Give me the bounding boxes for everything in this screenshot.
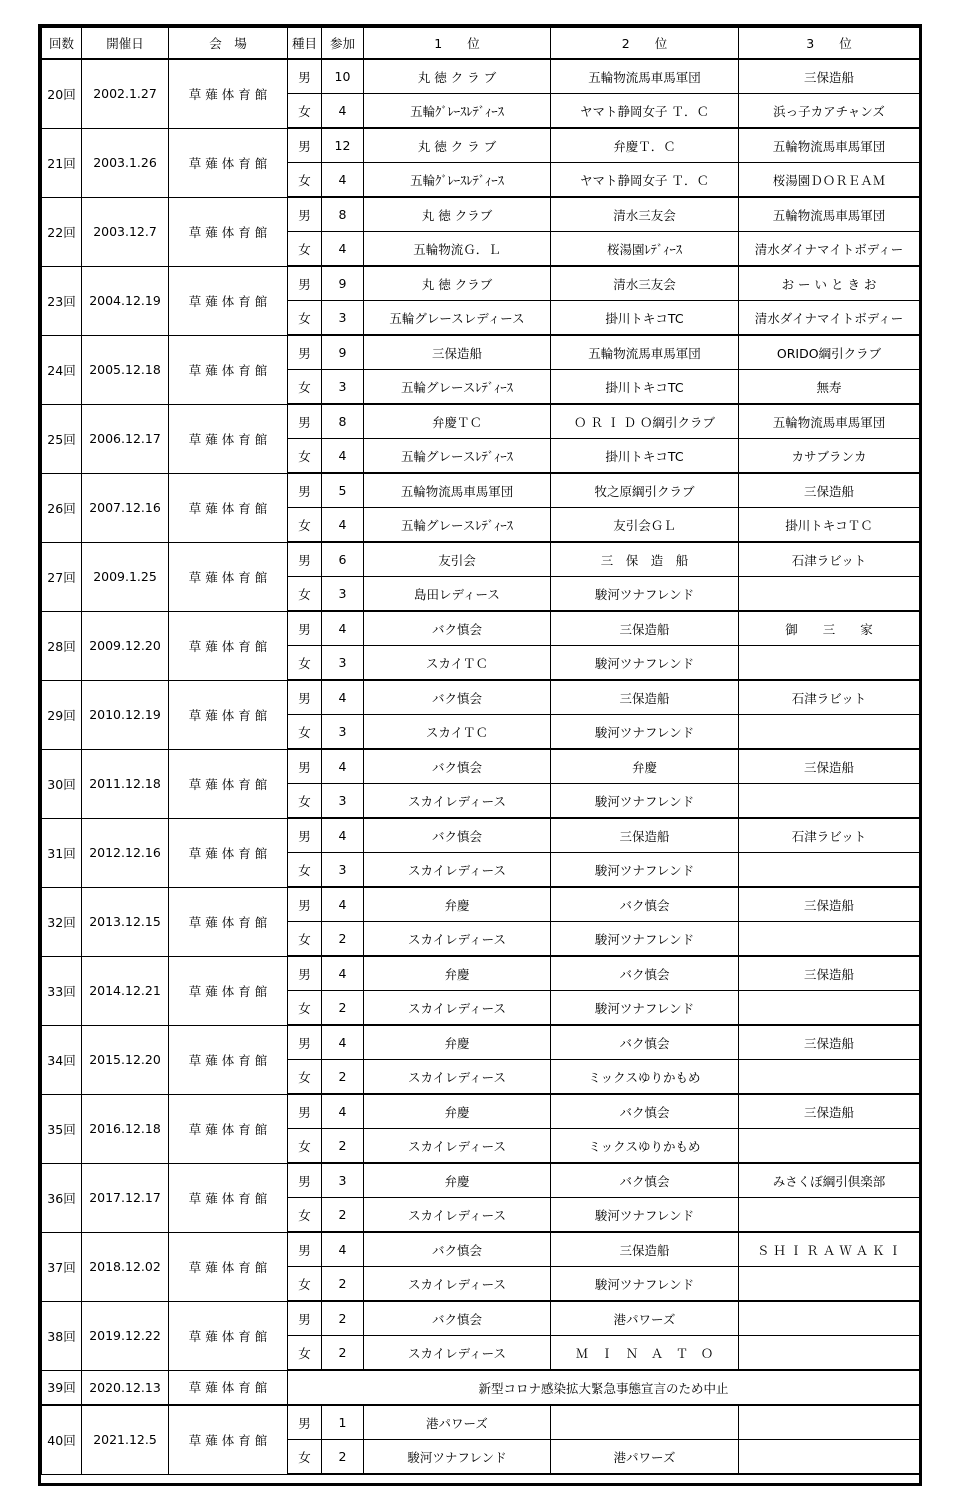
venue: 草 薙 体 育 館: [169, 1232, 288, 1301]
event-date: 2011.12.18: [82, 749, 169, 818]
second-place: 掛川トキコTC: [551, 439, 739, 474]
second-place: バク慎会: [551, 1094, 739, 1129]
participants: 4: [322, 94, 364, 129]
third-place: [739, 1336, 920, 1371]
event-date: 2009.12.20: [82, 611, 169, 680]
second-place: 駿河ツナフレンド: [551, 784, 739, 819]
round-number: 30回: [42, 749, 82, 818]
second-place: 友引会ＧＬ: [551, 508, 739, 543]
participants: 12: [322, 128, 364, 163]
venue: 草 薙 体 育 館: [169, 197, 288, 266]
category: 女: [288, 1198, 322, 1233]
event-date: 2015.12.20: [82, 1025, 169, 1094]
third-place: [739, 715, 920, 750]
participants: 2: [322, 1129, 364, 1164]
participants: 4: [322, 887, 364, 922]
header-row: [42, 28, 920, 60]
third-place: ORIDO綱引クラブ: [739, 335, 920, 370]
first-place: スカイＴＣ: [364, 715, 551, 750]
second-place: Ｏ Ｒ Ｉ Ｄ Ｏ綱引クラブ: [551, 404, 739, 439]
third-place: [739, 1267, 920, 1302]
participants: 4: [322, 1232, 364, 1267]
table-row: [42, 887, 920, 922]
event-date: 2004.12.19: [82, 266, 169, 335]
round-number: 23回: [42, 266, 82, 335]
event-date: 2006.12.17: [82, 404, 169, 473]
third-place: カサブランカ: [739, 439, 920, 474]
category: 女: [288, 94, 322, 129]
category: 女: [288, 1060, 322, 1095]
table-row: [42, 1232, 920, 1267]
participants: 4: [322, 232, 364, 267]
event-date: 2005.12.18: [82, 335, 169, 404]
participants: 4: [322, 1025, 364, 1060]
category: 女: [288, 1129, 322, 1164]
third-place: [739, 1060, 920, 1095]
third-place: [739, 1440, 920, 1475]
third-place: 五輪物流馬車馬軍団: [739, 404, 920, 439]
venue: 草 薙 体 育 館: [169, 1163, 288, 1232]
table-row: [42, 128, 920, 163]
third-place: [739, 991, 920, 1026]
participants: 9: [322, 335, 364, 370]
table-row: [42, 59, 920, 94]
category: 女: [288, 646, 322, 681]
first-place: 友引会: [364, 542, 551, 577]
second-place: 駿河ツナフレンド: [551, 646, 739, 681]
second-place: 三保造船: [551, 1232, 739, 1267]
table-row: [42, 1025, 920, 1060]
round-number: 38回: [42, 1301, 82, 1370]
first-place: 五輪ｸﾞﾚｰｽﾚﾃﾞｨｰｽ: [364, 94, 551, 129]
venue: 草 薙 体 育 館: [169, 404, 288, 473]
third-place: みさくぼ綱引倶楽部: [739, 1163, 920, 1198]
third-place: お ー い と き お: [739, 266, 920, 301]
category: 男: [288, 1301, 322, 1336]
event-date: 2013.12.15: [82, 887, 169, 956]
venue: 草 薙 体 育 館: [169, 59, 288, 128]
event-date: 2018.12.02: [82, 1232, 169, 1301]
third-place: 五輪物流馬車馬軍団: [739, 197, 920, 232]
venue: 草 薙 体 育 館: [169, 1301, 288, 1370]
header-date: 開催日: [82, 28, 169, 60]
participants: 3: [322, 715, 364, 750]
event-date: 2009.1.25: [82, 542, 169, 611]
table-row: [42, 404, 920, 439]
participants: 6: [322, 542, 364, 577]
first-place: 五輪物流馬車馬軍団: [364, 473, 551, 508]
first-place: スカイレディース: [364, 1060, 551, 1095]
venue: 草 薙 体 育 館: [169, 542, 288, 611]
third-place: 清水ダイナマイトボディー: [739, 232, 920, 267]
event-date: 2016.12.18: [82, 1094, 169, 1163]
first-place: スカイレディース: [364, 853, 551, 888]
second-place: 駿河ツナフレンド: [551, 1267, 739, 1302]
venue: 草 薙 体 育 館: [169, 749, 288, 818]
second-place: バク慎会: [551, 1025, 739, 1060]
participants: 3: [322, 577, 364, 612]
participants: 3: [322, 784, 364, 819]
participants: 2: [322, 1267, 364, 1302]
round-number: 35回: [42, 1094, 82, 1163]
third-place: [739, 1405, 920, 1440]
first-place: 駿河ツナフレンド: [364, 1440, 551, 1475]
second-place: 掛川トキコTC: [551, 301, 739, 336]
round-number: 26回: [42, 473, 82, 542]
third-place: 三保造船: [739, 887, 920, 922]
category: 女: [288, 715, 322, 750]
header-first-place: 1 位: [364, 28, 551, 60]
header-third-place: 3 位: [739, 28, 920, 60]
third-place: [739, 577, 920, 612]
second-place: 駿河ツナフレンド: [551, 922, 739, 957]
third-place: Ｓ Ｈ Ｉ Ｒ Ａ Ｗ Ａ Ｋ Ｉ: [739, 1232, 920, 1267]
first-place: 丸 徳 ク ラ ブ: [364, 128, 551, 163]
table-row: [42, 1301, 920, 1336]
first-place: 港パワーズ: [364, 1405, 551, 1440]
third-place: [739, 646, 920, 681]
category: 男: [288, 1163, 322, 1198]
table-row: [42, 680, 920, 715]
first-place: スカイＴＣ: [364, 646, 551, 681]
second-place: 三保造船: [551, 611, 739, 646]
event-date: 2014.12.21: [82, 956, 169, 1025]
participants: 2: [322, 1440, 364, 1475]
round-number: 34回: [42, 1025, 82, 1094]
venue: 草 薙 体 育 館: [169, 956, 288, 1025]
second-place: 三保造船: [551, 680, 739, 715]
venue: 草 薙 体 育 館: [169, 1025, 288, 1094]
venue: 草 薙 体 育 館: [169, 887, 288, 956]
third-place: 浜っ子カアチャンズ: [739, 94, 920, 129]
participants: 4: [322, 818, 364, 853]
venue: 草 薙 体 育 館: [169, 611, 288, 680]
event-date: 2020.12.13: [82, 1370, 169, 1405]
category: 男: [288, 128, 322, 163]
table-row: [42, 1370, 920, 1405]
results-sheet: [38, 24, 922, 1486]
participants: 2: [322, 991, 364, 1026]
header-participants: 参加: [322, 28, 364, 60]
table-row: [42, 1163, 920, 1198]
round-number: 37回: [42, 1232, 82, 1301]
category: 女: [288, 508, 322, 543]
participants: 4: [322, 611, 364, 646]
participants: 4: [322, 508, 364, 543]
third-place: [739, 1301, 920, 1336]
participants: 10: [322, 59, 364, 94]
second-place: バク慎会: [551, 887, 739, 922]
first-place: 三保造船: [364, 335, 551, 370]
first-place: スカイレディース: [364, 922, 551, 957]
second-place: バク慎会: [551, 956, 739, 991]
category: 男: [288, 1025, 322, 1060]
second-place: ヤマト静岡女子 Ｔ．Ｃ: [551, 163, 739, 198]
first-place: 丸 徳 ク ラ ブ: [364, 59, 551, 94]
results-body: [42, 59, 920, 1474]
event-date: 2010.12.19: [82, 680, 169, 749]
category: 男: [288, 887, 322, 922]
second-place: 清水三友会: [551, 197, 739, 232]
first-place: 弁慶: [364, 1094, 551, 1129]
first-place: 五輪グレースﾚﾃﾞｨｰｽ: [364, 508, 551, 543]
category: 男: [288, 749, 322, 784]
second-place: 駿河ツナフレンド: [551, 991, 739, 1026]
participants: 5: [322, 473, 364, 508]
second-place: バク慎会: [551, 1163, 739, 1198]
second-place: ミックスゆりかもめ: [551, 1060, 739, 1095]
round-number: 21回: [42, 128, 82, 197]
category: 男: [288, 611, 322, 646]
second-place: 五輪物流馬車馬軍団: [551, 59, 739, 94]
event-date: 2021.12.5: [82, 1405, 169, 1474]
category: 女: [288, 232, 322, 267]
participants: 3: [322, 1163, 364, 1198]
third-place: 桜湯園ＤＯＲＥＡＭ: [739, 163, 920, 198]
third-place: 石津ラビット: [739, 818, 920, 853]
second-place: 弁慶: [551, 749, 739, 784]
second-place: 弁慶Ｔ．Ｃ: [551, 128, 739, 163]
category: 男: [288, 1094, 322, 1129]
first-place: 五輪物流Ｇ．Ｌ: [364, 232, 551, 267]
participants: 2: [322, 1060, 364, 1095]
table-row: [42, 611, 920, 646]
second-place: 桜湯園ﾚﾃﾞｨｰｽ: [551, 232, 739, 267]
second-place: 駿河ツナフレンド: [551, 577, 739, 612]
round-number: 20回: [42, 59, 82, 128]
third-place: 三保造船: [739, 1094, 920, 1129]
table-row: [42, 818, 920, 853]
category: 女: [288, 301, 322, 336]
category: 男: [288, 404, 322, 439]
event-date: 2012.12.16: [82, 818, 169, 887]
first-place: バク慎会: [364, 611, 551, 646]
first-place: スカイレディース: [364, 1267, 551, 1302]
second-place: Ｍ Ｉ Ｎ Ａ Ｔ Ｏ: [551, 1336, 739, 1371]
round-number: 22回: [42, 197, 82, 266]
round-number: 40回: [42, 1405, 82, 1474]
second-place: 三 保 造 船: [551, 542, 739, 577]
table-row: [42, 1405, 920, 1440]
event-date: 2019.12.22: [82, 1301, 169, 1370]
table-row: [42, 335, 920, 370]
first-place: 弁慶: [364, 956, 551, 991]
header-second-place: 2 位: [551, 28, 739, 60]
first-place: バク慎会: [364, 1301, 551, 1336]
third-place: 三保造船: [739, 749, 920, 784]
venue: 草 薙 体 育 館: [169, 1370, 288, 1405]
first-place: 丸 徳 クラブ: [364, 197, 551, 232]
category: 男: [288, 473, 322, 508]
participants: 4: [322, 680, 364, 715]
third-place: 石津ラビット: [739, 680, 920, 715]
header-venue: 会 場: [169, 28, 288, 60]
category: 女: [288, 439, 322, 474]
first-place: バク慎会: [364, 818, 551, 853]
category: 女: [288, 1267, 322, 1302]
venue: 草 薙 体 育 館: [169, 680, 288, 749]
third-place: [739, 1129, 920, 1164]
first-place: 五輪グレースレディース: [364, 301, 551, 336]
category: 男: [288, 542, 322, 577]
participants: 3: [322, 370, 364, 405]
category: 男: [288, 1232, 322, 1267]
first-place: スカイレディース: [364, 1198, 551, 1233]
second-place: 駿河ツナフレンド: [551, 1198, 739, 1233]
category: 女: [288, 577, 322, 612]
participants: 2: [322, 1301, 364, 1336]
first-place: 島田レディース: [364, 577, 551, 612]
round-number: 29回: [42, 680, 82, 749]
category: 男: [288, 197, 322, 232]
category: 女: [288, 163, 322, 198]
round-number: 28回: [42, 611, 82, 680]
table-row: [42, 473, 920, 508]
table-row: [42, 956, 920, 991]
third-place: 掛川トキコＴＣ: [739, 508, 920, 543]
participants: 3: [322, 301, 364, 336]
category: 女: [288, 370, 322, 405]
participants: 4: [322, 749, 364, 784]
event-date: 2017.12.17: [82, 1163, 169, 1232]
participants: 2: [322, 1336, 364, 1371]
first-place: 弁慶: [364, 887, 551, 922]
event-date: 2003.12.7: [82, 197, 169, 266]
second-place: 港パワーズ: [551, 1301, 739, 1336]
category: 男: [288, 59, 322, 94]
third-place: 御 三 家: [739, 611, 920, 646]
header-round: 回数: [42, 28, 82, 60]
category: 女: [288, 853, 322, 888]
participants: 1: [322, 1405, 364, 1440]
third-place: [739, 1198, 920, 1233]
round-number: 31回: [42, 818, 82, 887]
category: 男: [288, 680, 322, 715]
venue: 草 薙 体 育 館: [169, 335, 288, 404]
second-place: 三保造船: [551, 818, 739, 853]
second-place: [551, 1405, 739, 1440]
participants: 3: [322, 646, 364, 681]
category: 男: [288, 818, 322, 853]
third-place: 石津ラビット: [739, 542, 920, 577]
first-place: バク慎会: [364, 1232, 551, 1267]
first-place: 五輪グレースﾚﾃﾞｨｰｽ: [364, 370, 551, 405]
second-place: 駿河ツナフレンド: [551, 853, 739, 888]
participants: 2: [322, 922, 364, 957]
third-place: 清水ダイナマイトボディー: [739, 301, 920, 336]
header-category: 種目: [288, 28, 322, 60]
participants: 4: [322, 163, 364, 198]
event-date: 2003.1.26: [82, 128, 169, 197]
category: 男: [288, 335, 322, 370]
event-date: 2007.12.16: [82, 473, 169, 542]
cancellation-notice: 新型コロナ感染拡大緊急事態宣言のため中止: [288, 1370, 920, 1405]
third-place: 無寿: [739, 370, 920, 405]
first-place: 弁慶ＴＣ: [364, 404, 551, 439]
category: 女: [288, 784, 322, 819]
third-place: [739, 853, 920, 888]
second-place: ヤマト静岡女子 Ｔ．Ｃ: [551, 94, 739, 129]
table-row: [42, 749, 920, 784]
first-place: スカイレディース: [364, 991, 551, 1026]
second-place: 掛川トキコTC: [551, 370, 739, 405]
second-place: 清水三友会: [551, 266, 739, 301]
third-place: [739, 922, 920, 957]
venue: 草 薙 体 育 館: [169, 818, 288, 887]
first-place: バク慎会: [364, 749, 551, 784]
category: 女: [288, 991, 322, 1026]
round-number: 24回: [42, 335, 82, 404]
first-place: 丸 徳 クラブ: [364, 266, 551, 301]
category: 男: [288, 956, 322, 991]
participants: 8: [322, 197, 364, 232]
venue: 草 薙 体 育 館: [169, 266, 288, 335]
participants: 4: [322, 439, 364, 474]
venue: 草 薙 体 育 館: [169, 1094, 288, 1163]
venue: 草 薙 体 育 館: [169, 473, 288, 542]
venue: 草 薙 体 育 館: [169, 128, 288, 197]
third-place: [739, 784, 920, 819]
venue: 草 薙 体 育 館: [169, 1405, 288, 1474]
second-place: 五輪物流馬車馬軍団: [551, 335, 739, 370]
first-place: バク慎会: [364, 680, 551, 715]
table-row: [42, 266, 920, 301]
round-number: 27回: [42, 542, 82, 611]
third-place: 三保造船: [739, 59, 920, 94]
first-place: スカイレディース: [364, 784, 551, 819]
participants: 8: [322, 404, 364, 439]
category: 女: [288, 1336, 322, 1371]
category: 男: [288, 266, 322, 301]
table-row: [42, 542, 920, 577]
table-row: [42, 197, 920, 232]
category: 男: [288, 1405, 322, 1440]
third-place: 三保造船: [739, 1025, 920, 1060]
round-number: 25回: [42, 404, 82, 473]
second-place: 牧之原綱引クラブ: [551, 473, 739, 508]
second-place: ミックスゆりかもめ: [551, 1129, 739, 1164]
second-place: 港パワーズ: [551, 1440, 739, 1475]
round-number: 36回: [42, 1163, 82, 1232]
results-table: [41, 27, 920, 1475]
participants: 2: [322, 1198, 364, 1233]
first-place: スカイレディース: [364, 1129, 551, 1164]
third-place: 五輪物流馬車馬軍団: [739, 128, 920, 163]
third-place: 三保造船: [739, 956, 920, 991]
first-place: 五輪グレースﾚﾃﾞｨｰｽ: [364, 439, 551, 474]
category: 女: [288, 922, 322, 957]
participants: 9: [322, 266, 364, 301]
first-place: 五輪ｸﾞﾚｰｽﾚﾃﾞｨｰｽ: [364, 163, 551, 198]
third-place: 三保造船: [739, 473, 920, 508]
event-date: 2002.1.27: [82, 59, 169, 128]
participants: 4: [322, 956, 364, 991]
table-row: [42, 1094, 920, 1129]
participants: 3: [322, 853, 364, 888]
round-number: 32回: [42, 887, 82, 956]
first-place: 弁慶: [364, 1025, 551, 1060]
participants: 4: [322, 1094, 364, 1129]
first-place: 弁慶: [364, 1163, 551, 1198]
second-place: 駿河ツナフレンド: [551, 715, 739, 750]
round-number: 39回: [42, 1370, 82, 1405]
category: 女: [288, 1440, 322, 1475]
first-place: スカイレディース: [364, 1336, 551, 1371]
round-number: 33回: [42, 956, 82, 1025]
